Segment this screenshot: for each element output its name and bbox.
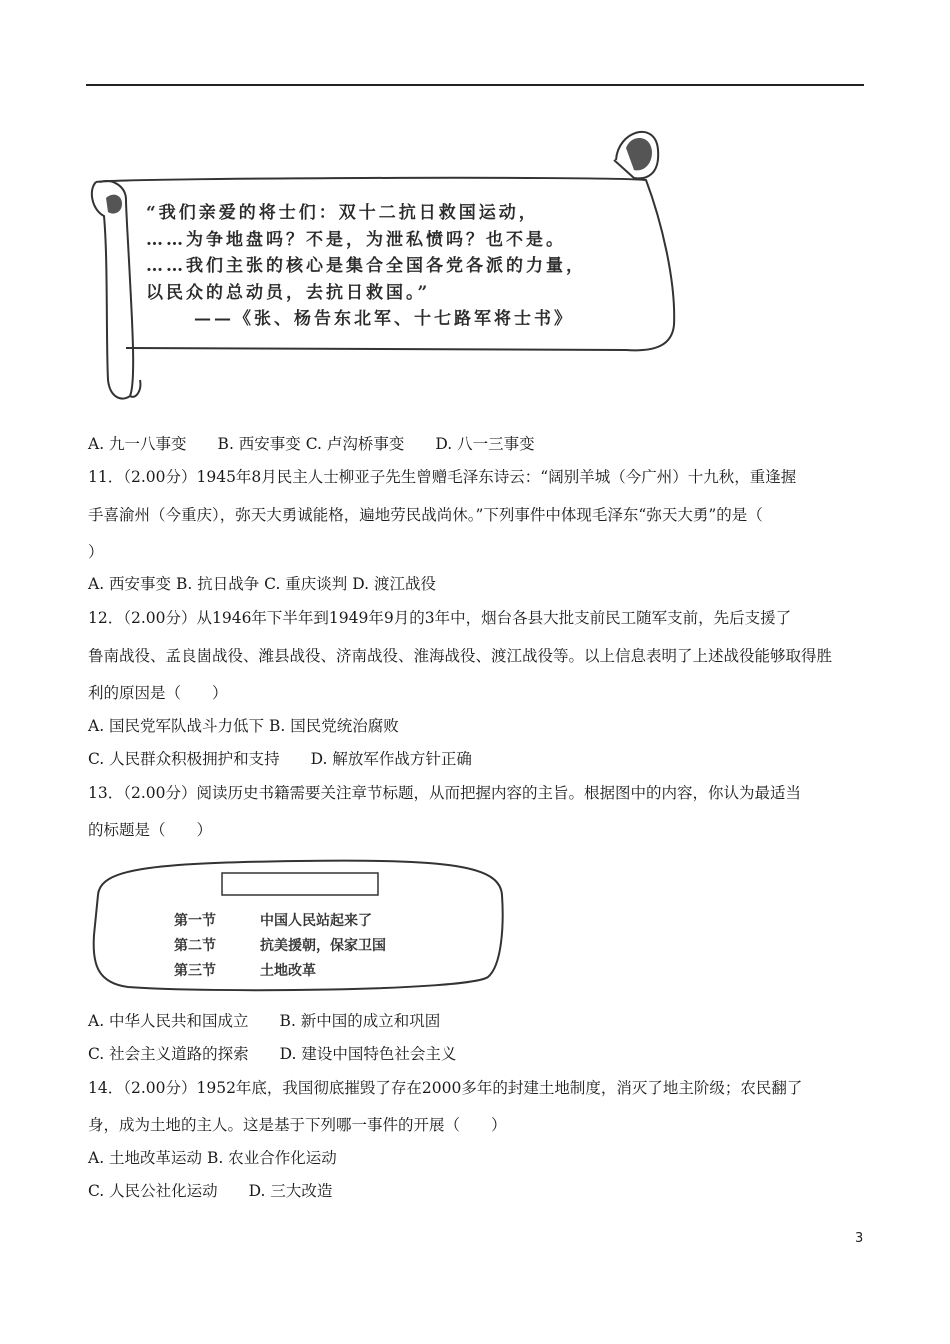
section-title: 抗美援朝，保家卫国: [260, 938, 386, 954]
q10-options: A. 九一八事变 B. 西安事变 C. 卢沟桥事变 D. 八一三事变: [88, 435, 535, 453]
q11-stem-line-1: 11．（2.00分）1945年8月民主人士柳亚子先生曾赠毛泽东诗云：“阔别羊城（今广州）十九秋，重逢握: [88, 468, 797, 486]
q12-stem-line-3: 利的原因是（ ）: [88, 684, 228, 702]
q12-options-1: A. 国民党军队战斗力低下 B. 国民党统治腐败: [88, 717, 399, 735]
scroll-quote-figure: [86, 120, 686, 410]
header-rule: [86, 84, 864, 86]
q14-stem-line-2: 身，成为土地的主人。这是基于下列哪一事件的开展（ ）: [88, 1116, 507, 1134]
quote-line-4: 以民众的总动员，去抗日救国。”: [146, 282, 431, 303]
quote-line-3: ……我们主张的核心是集合全国各党各派的力量，: [146, 256, 586, 276]
q11-stem-line-2: 手喜渝州（今重庆），弥天大勇诚能格，遍地劳民战尚休。”下列事件中体现毛泽东“弥天大勇”的是（: [88, 506, 763, 524]
blank-title-box: [222, 873, 378, 895]
section-title: 土地改革: [260, 963, 316, 979]
q13-options-1: A. 中华人民共和国成立 B. 新中国的成立和巩固: [88, 1012, 441, 1030]
q13-stem-line-2: 的标题是（ ）: [88, 821, 213, 839]
q14-options-1: A. 土地改革运动 B. 农业合作化运动: [88, 1149, 337, 1167]
chapter-sections: [174, 909, 386, 984]
quote-source: ——《张、杨告东北军、十七路军将士书》: [194, 309, 574, 329]
scroll-quote-text: [146, 200, 676, 333]
q11-stem-line-3: ）: [88, 543, 104, 561]
q12-options-2: C. 人民群众积极拥护和支持 D. 解放军作战方针正确: [88, 750, 472, 768]
q13-stem-line-1: 13．（2.00分）阅读历史书籍需要关注章节标题，从而把握内容的主旨。根据图中的内容，你认为最适当: [88, 784, 801, 802]
q13-options-2: C. 社会主义道路的探索 D. 建设中国特色社会主义: [88, 1045, 457, 1063]
q12-stem-line-2: 鲁南战役、孟良崮战役、潍县战役、济南战役、淮海战役、渡江战役等。以上信息表明了上述战役能够取得胜: [88, 647, 833, 665]
q12-stem-line-1: 12．（2.00分）从1946年下半年到1949年9月的3年中，烟台各县大批支前民工随军支前，先后支援了: [88, 609, 792, 627]
q14-stem-line-1: 14．（2.00分）1952年底，我国彻底摧毁了存在2000多年的封建土地制度，消灭了地主阶级；农民翻了: [88, 1079, 803, 1097]
section-1: [174, 909, 386, 934]
quote-line-1: “我们亲爱的将士们：双十二抗日救国运动，: [146, 203, 539, 223]
section-no: 第二节: [174, 938, 216, 954]
quote-line-2: ……为争地盘吗？不是，为泄私愤吗？也不是。: [146, 229, 566, 250]
section-title: 中国人民站起来了: [260, 913, 372, 929]
q14-options-2: C. 人民公社化运动 D. 三大改造: [88, 1182, 333, 1200]
page-number: 3: [855, 1231, 864, 1246]
q11-options: A. 西安事变 B. 抗日战争 C. 重庆谈判 D. 渡江战役: [88, 575, 436, 593]
section-no: 第三节: [174, 963, 216, 979]
section-3: [174, 959, 386, 984]
section-2: [174, 934, 386, 959]
chapter-outline-figure: [88, 855, 508, 995]
section-no: 第一节: [174, 913, 216, 929]
